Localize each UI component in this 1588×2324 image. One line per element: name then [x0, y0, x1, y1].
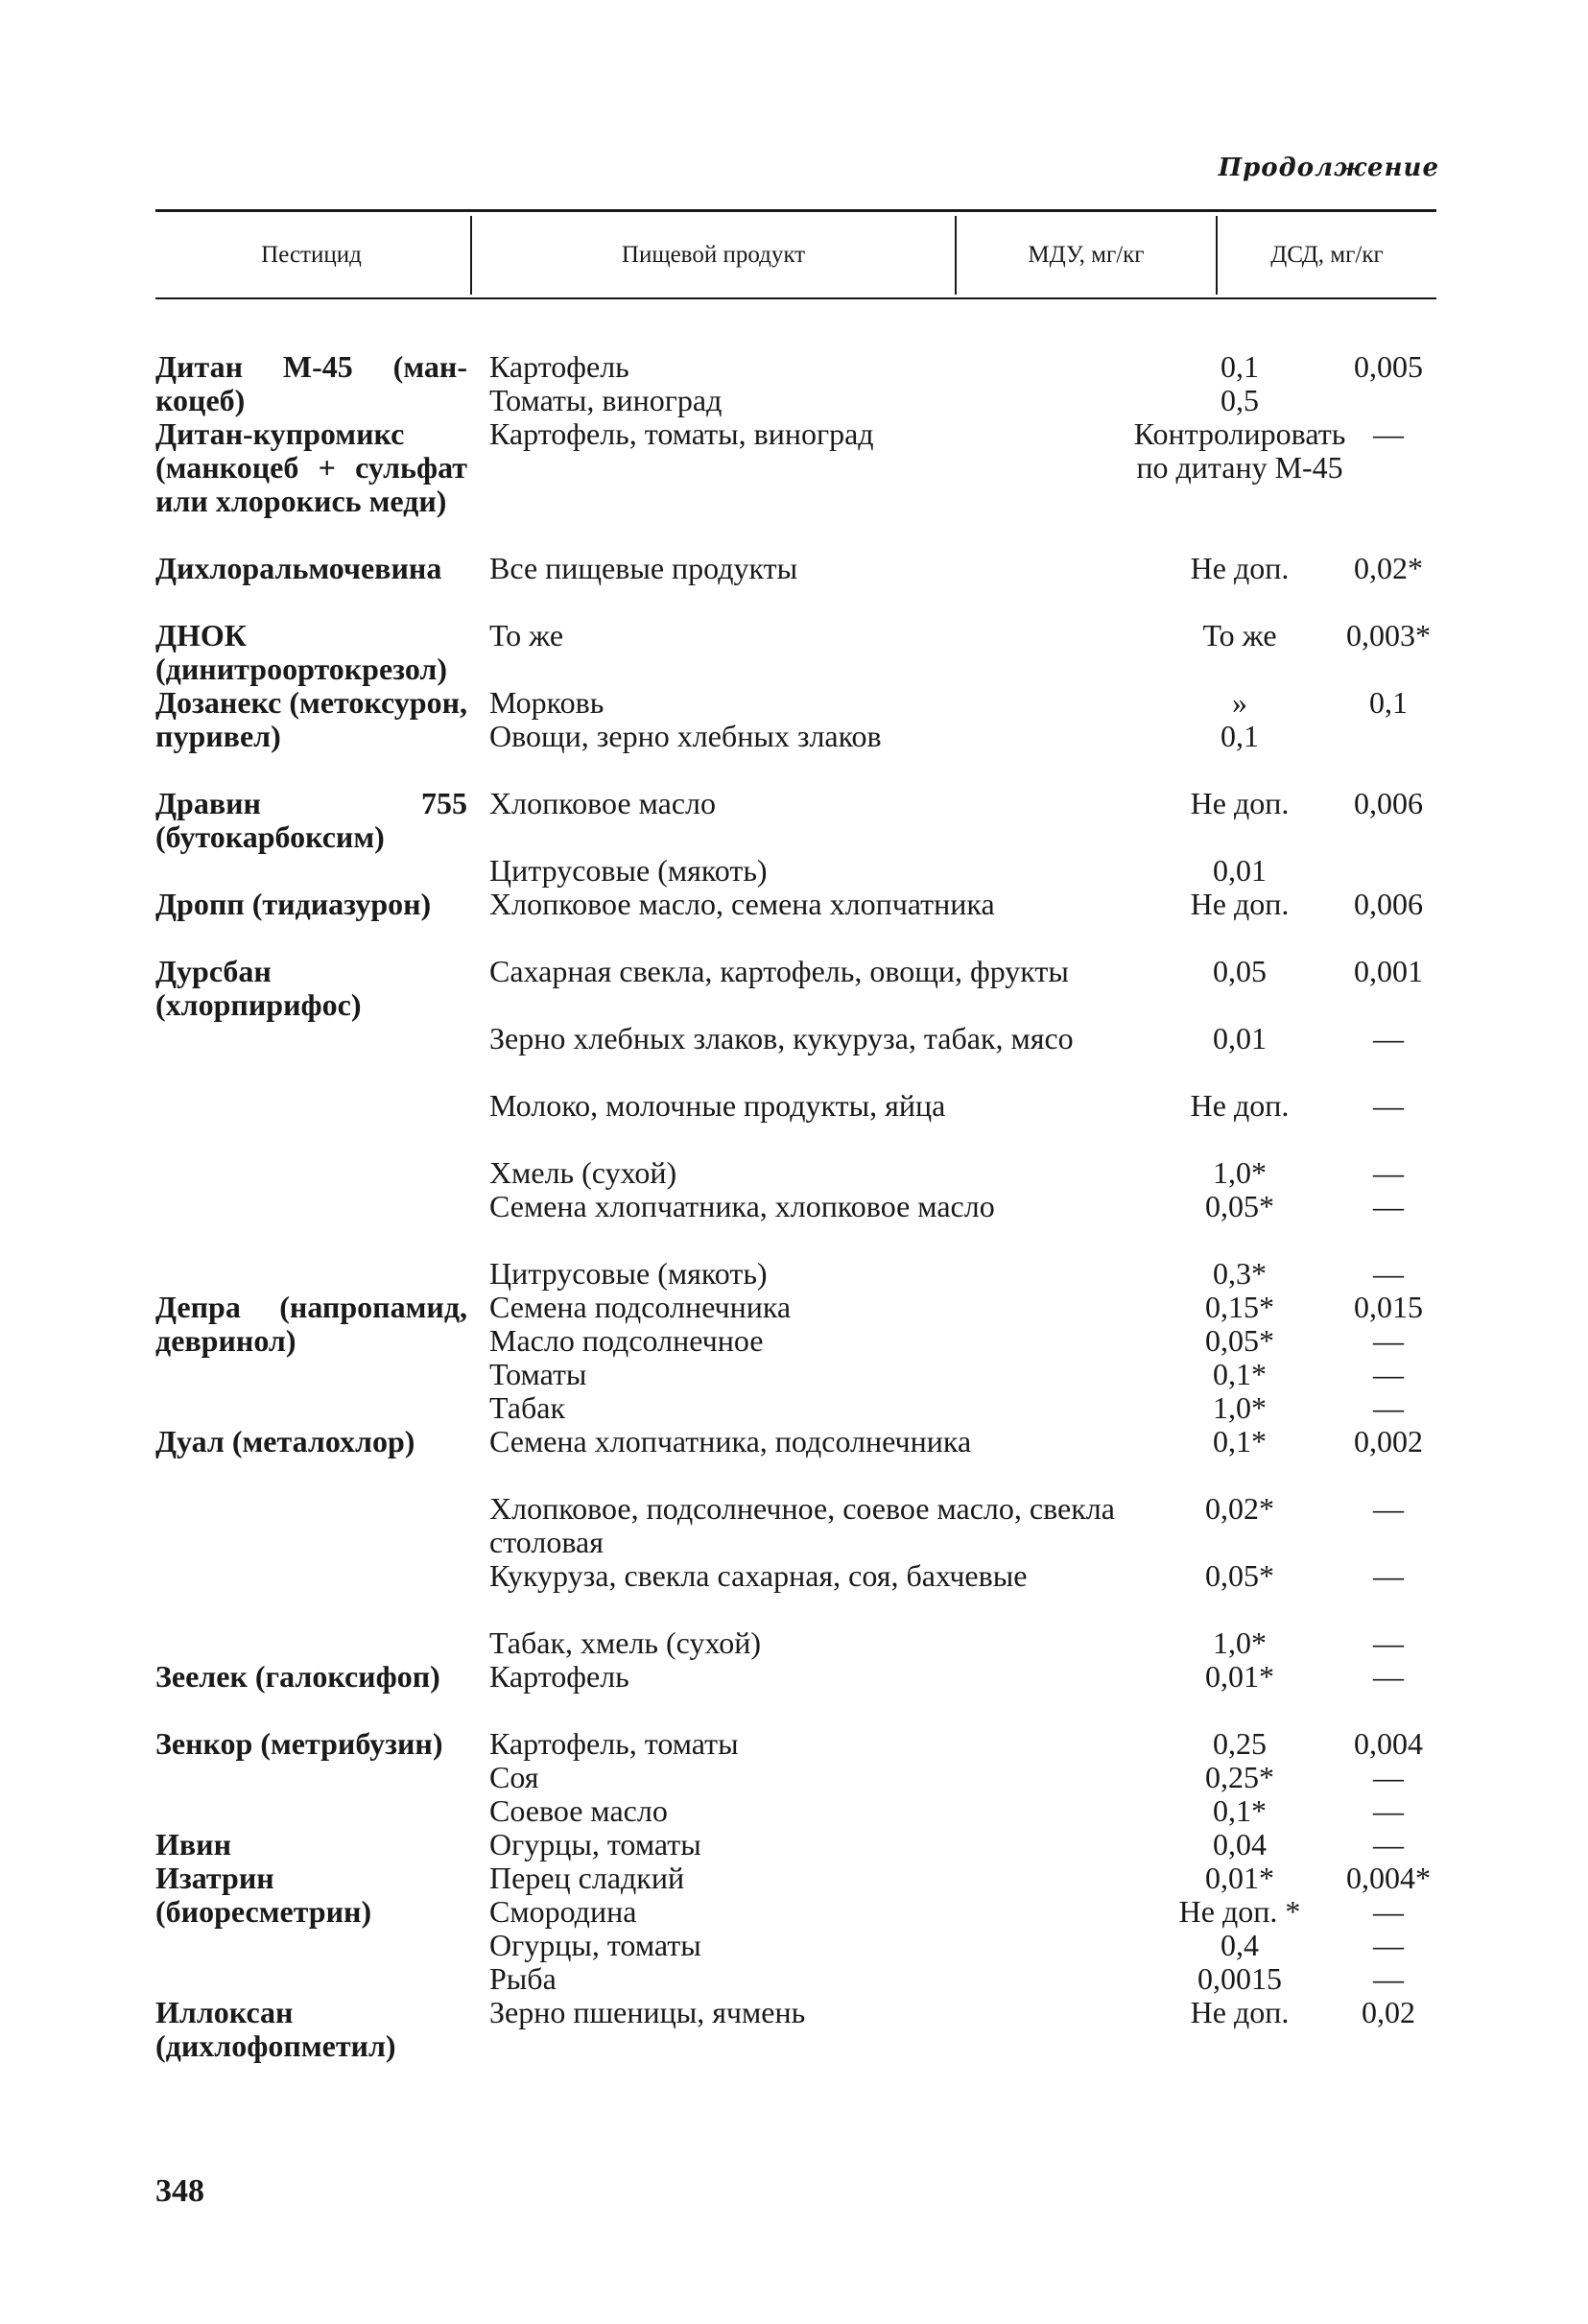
- mdu-cell: 0,1: [1221, 349, 1259, 384]
- mdu-cell: 0,01: [1213, 853, 1267, 888]
- table-row: [155, 552, 1441, 619]
- dsd-cell: 0,006: [1354, 786, 1423, 820]
- table-row: [155, 1929, 1441, 1962]
- mdu-cell: 0,15*: [1205, 1290, 1274, 1324]
- table-row: [155, 1156, 1441, 1190]
- food-cell: Семена подсолнечника: [489, 1290, 792, 1324]
- table-row: [155, 1626, 1441, 1660]
- food-cell: Перец сладкий: [489, 1861, 685, 1895]
- dsd-cell: —: [1373, 1961, 1404, 1996]
- mdu-cell: 0,3*: [1213, 1256, 1267, 1291]
- pesticide-cell: Дурсбан (хлорпирифос): [155, 954, 362, 1022]
- food-cell: Огурцы, томаты: [489, 1928, 701, 1962]
- food-cell: Картофель: [489, 349, 629, 384]
- food-cell: Смородина: [489, 1894, 637, 1929]
- table-row: [155, 1358, 1441, 1391]
- pesticide-cell: Дропп (тидиазурон): [155, 887, 432, 921]
- dsd-cell: —: [1373, 1323, 1404, 1358]
- food-cell: Цитрусовые (мякоть): [489, 853, 768, 888]
- table-row: [155, 384, 1441, 417]
- table-row: [155, 1190, 1441, 1257]
- food-cell: Цитрусовые (мякоть): [489, 1256, 768, 1291]
- table-row: [155, 787, 1441, 854]
- mdu-cell: Контролировать по дитану М-45: [1133, 416, 1346, 485]
- pesticide-cell: Дитан М-45 (ман- коцеб): [155, 349, 467, 417]
- food-cell: Соевое масло: [489, 1793, 668, 1828]
- mdu-cell: 1,0*: [1213, 1390, 1267, 1425]
- dsd-cell: 0,004: [1354, 1726, 1423, 1761]
- table-top-rule: [155, 209, 1436, 212]
- food-cell: Морковь: [489, 685, 604, 720]
- mdu-cell: 0,02*: [1205, 1491, 1274, 1526]
- dsd-cell: 0,02: [1362, 1995, 1415, 2029]
- table-row: [155, 1660, 1441, 1727]
- table-row: [155, 1492, 1441, 1559]
- dsd-cell: 0,003*: [1346, 618, 1431, 652]
- mdu-cell: 0,25: [1213, 1726, 1267, 1761]
- table-row: [155, 854, 1441, 888]
- pesticide-cell: Зенкор (метрибузин): [155, 1726, 443, 1761]
- table-row: [155, 1425, 1441, 1492]
- page-number: 348: [155, 2173, 204, 2209]
- food-cell: Все пищевые продукты: [489, 551, 798, 585]
- food-cell: Хлопковое масло, семена хлопчатника: [489, 887, 995, 921]
- mdu-cell: Не доп.: [1190, 1995, 1290, 2029]
- mdu-cell: Не доп.: [1190, 551, 1290, 585]
- dsd-cell: —: [1373, 1088, 1404, 1123]
- food-cell: Табак: [489, 1390, 565, 1425]
- table-row: [155, 1022, 1441, 1089]
- table-row: [155, 1391, 1441, 1425]
- col-header-pesticide: Пестицид: [261, 242, 362, 268]
- mdu-cell: 0,05*: [1205, 1558, 1274, 1593]
- col-header-food: Пищевой продукт: [621, 242, 806, 268]
- dsd-cell: —: [1373, 1357, 1404, 1391]
- mdu-cell: Не доп.: [1190, 786, 1290, 820]
- mdu-cell: 1,0*: [1213, 1625, 1267, 1660]
- table-row: [155, 1895, 1441, 1929]
- food-cell: Семена хлопчатника, хлопковое масло: [489, 1189, 995, 1223]
- table-row: [155, 1559, 1441, 1626]
- food-cell: Томаты, виноград: [489, 383, 723, 417]
- dsd-cell: —: [1373, 1256, 1404, 1291]
- dsd-cell: 0,02*: [1354, 551, 1423, 585]
- food-cell: Огурцы, томаты: [489, 1827, 701, 1862]
- dsd-cell: —: [1373, 1793, 1404, 1828]
- food-cell: Семена хлопчатника, подсолнечника: [489, 1424, 972, 1458]
- mdu-cell: Не доп.: [1190, 887, 1290, 921]
- table-row: [155, 1257, 1441, 1291]
- mdu-cell: 0,05: [1213, 954, 1267, 988]
- food-cell: Картофель, томаты: [489, 1726, 739, 1761]
- mdu-cell: 0,05*: [1205, 1323, 1274, 1358]
- food-cell: Сахарная свекла, картофель, овощи, фрукты: [489, 954, 1069, 988]
- pesticide-cell: ДНОК (динитроортокрезол): [155, 618, 448, 686]
- table-row: [155, 1727, 1441, 1761]
- table-row: [155, 1794, 1441, 1828]
- mdu-cell: 0,25*: [1205, 1760, 1274, 1794]
- pesticide-cell: Дихлоральмочевина: [155, 551, 442, 585]
- pesticide-cell: Изатрин (биоресметрин): [155, 1861, 372, 1929]
- mdu-cell: 0,5: [1221, 383, 1259, 417]
- dsd-cell: —: [1373, 1760, 1404, 1794]
- dsd-cell: —: [1373, 1558, 1404, 1593]
- dsd-cell: —: [1373, 1155, 1404, 1190]
- mdu-cell: 0,01: [1213, 1021, 1267, 1055]
- pesticide-cell: Ивин: [155, 1827, 232, 1862]
- mdu-cell: 0,1: [1221, 719, 1259, 753]
- table-row: [155, 1761, 1441, 1794]
- mdu-cell: 0,1*: [1213, 1424, 1267, 1458]
- mdu-cell: Не доп.: [1190, 1088, 1290, 1123]
- continued-label: Продолжение: [1218, 154, 1439, 182]
- pesticide-cell: Депра (напропамид, девринол): [155, 1290, 467, 1358]
- food-cell: Картофель, томаты, виноград: [489, 416, 874, 451]
- food-cell: То же: [489, 618, 564, 652]
- mdu-cell: 0,05*: [1205, 1189, 1274, 1223]
- col-header-mdu: МДУ, мг/кг: [1028, 242, 1145, 268]
- table-row: [155, 955, 1441, 1022]
- table-row: [155, 888, 1441, 955]
- table-row: [155, 1962, 1441, 1996]
- dsd-cell: 0,004*: [1346, 1861, 1431, 1895]
- pesticide-cell: Зеелек (галоксифоп): [155, 1659, 440, 1694]
- food-cell: Картофель: [489, 1659, 629, 1694]
- food-cell: Соя: [489, 1760, 539, 1794]
- pesticide-cell: Дуал (металохлор): [155, 1424, 415, 1458]
- food-cell: Рыба: [489, 1961, 557, 1996]
- dsd-cell: —: [1373, 1390, 1404, 1425]
- mdu-cell: 0,04: [1213, 1827, 1267, 1862]
- mdu-cell: То же: [1202, 618, 1277, 652]
- food-cell: Кукуруза, свекла сахарная, соя, бахчевые: [489, 1558, 1028, 1593]
- dsd-cell: —: [1373, 1625, 1404, 1660]
- food-cell: Зерно пшеницы, ячмень: [489, 1995, 806, 2029]
- pesticide-cell: Иллоксан (дихлофопметил): [155, 1995, 396, 2063]
- mdu-cell: 1,0*: [1213, 1155, 1267, 1190]
- food-cell: Табак, хмель (сухой): [489, 1625, 761, 1660]
- mdu-cell: 0,01*: [1205, 1861, 1274, 1895]
- dsd-cell: —: [1373, 1827, 1404, 1862]
- dsd-cell: 0,1: [1369, 685, 1408, 720]
- dsd-cell: —: [1373, 1021, 1404, 1055]
- dsd-cell: —: [1373, 1928, 1404, 1962]
- pesticide-cell: Дозанекс (метоксурон, пуривел): [155, 685, 467, 753]
- mdu-cell: 0,1*: [1213, 1357, 1267, 1391]
- table-row: [155, 1828, 1441, 1862]
- food-cell: Молоко, молочные продукты, яйца: [489, 1088, 946, 1123]
- table-row: [155, 417, 1441, 552]
- dsd-cell: —: [1373, 1491, 1404, 1526]
- mdu-cell: 0,1*: [1213, 1793, 1267, 1828]
- food-cell: Хлопковое, подсолнечное, соевое масло, свекла столовая: [489, 1491, 1115, 1559]
- mdu-cell: Не доп. *: [1178, 1894, 1301, 1929]
- table-row: [155, 720, 1441, 787]
- pesticide-cell: Дравин 755 (бутокарбоксим): [155, 786, 467, 854]
- mdu-cell: 0,01*: [1205, 1659, 1274, 1694]
- table-row: [155, 1324, 1441, 1358]
- table-row: [155, 1996, 1441, 2063]
- table-row: [155, 1089, 1441, 1156]
- food-cell: Овощи, зерно хлебных злаков: [489, 719, 882, 753]
- food-cell: Масло подсолнечное: [489, 1323, 764, 1358]
- dsd-cell: —: [1373, 416, 1404, 451]
- food-cell: Хлопковое масло: [489, 786, 717, 820]
- food-cell: Зерно хлебных злаков, кукуруза, табак, мясо: [489, 1021, 1074, 1055]
- table-header-rule: [155, 297, 1436, 299]
- dsd-cell: —: [1373, 1189, 1404, 1223]
- pesticide-cell: Дитан-купромикс (манкоцеб + сульфат или хлорокись меди): [155, 416, 467, 518]
- table-row: [155, 619, 1441, 686]
- mdu-cell: 0,0015: [1197, 1961, 1282, 1996]
- dsd-cell: 0,006: [1354, 887, 1423, 921]
- dsd-cell: —: [1373, 1894, 1404, 1929]
- dsd-cell: 0,005: [1354, 349, 1423, 384]
- mdu-cell: »: [1232, 685, 1247, 720]
- table-body: [155, 350, 1441, 2063]
- mdu-cell: 0,4: [1221, 1928, 1259, 1962]
- dsd-cell: 0,015: [1354, 1290, 1423, 1324]
- dsd-cell: —: [1373, 1659, 1404, 1694]
- dsd-cell: 0,001: [1354, 954, 1423, 988]
- dsd-cell: 0,002: [1354, 1424, 1423, 1458]
- food-cell: Хмель (сухой): [489, 1155, 677, 1190]
- food-cell: Томаты: [489, 1357, 587, 1391]
- col-header-dsd: ДСД, мг/кг: [1270, 242, 1384, 268]
